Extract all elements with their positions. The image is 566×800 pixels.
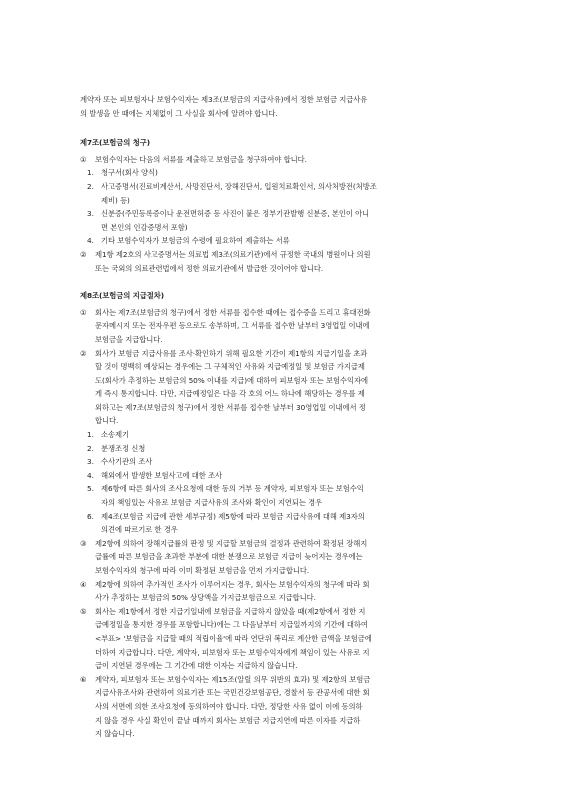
text-line: 제1항 제2호의 사고증명서는 의료법 제3조(의료기관)에서 규정한 국내의 병원이나 의원 — [95, 249, 371, 259]
text-line: 급이 지연된 경우에는 그 기간에 대한 이자는 지급하지 않습니다. — [95, 661, 298, 671]
item-number: 1. — [87, 430, 94, 440]
list-item — [80, 207, 494, 234]
text-line: 더하여 지급합니다. 다만, 계약자, 피보험자 또는 보험수익자에게 책임이 있는 사유로 지 — [95, 647, 370, 657]
item-number: 6. — [87, 511, 94, 521]
text-line: 의견에 따르기로 한 경우 — [101, 525, 178, 535]
text-line: 외하고는 제7조(보험금의 청구)에서 정한 서류를 접수한 날부터 30영업일 이내에서 정 — [95, 402, 366, 412]
item-number: 4. — [87, 236, 94, 246]
text-line: 또는 국외의 의료관련법에서 정한 의료기관에서 발급한 것이어야 합니다. — [95, 263, 324, 273]
list-item — [80, 482, 494, 509]
text-line: 신분증(주민등록증이나 운전면허증 등 사진이 붙은 정부기관발행 신분증, 본인이 아니 — [101, 209, 370, 219]
text-line: 회사가 보험금 지급사유를 조사·확인하기 위해 필요한 기간이 제1항의 지급기일을 초과 — [95, 348, 368, 358]
list-item — [80, 180, 494, 207]
item-number: 3. — [87, 457, 94, 467]
item-number: 5. — [87, 484, 94, 494]
text-line: 문자메시지 또는 전자우편 등으로도 송부하며, 그 서류를 접수한 날부터 3영업일 이내에 — [95, 321, 370, 331]
list-item — [80, 469, 494, 483]
text-line: 사의 서면에 의한 조사요청에 동의하여야 합니다. 다만, 정당한 사유 없이 이에 동의하 — [95, 701, 363, 711]
item-number: 4. — [87, 470, 94, 480]
text-line: 보험수익자의 청구에 따라 이미 확정된 보험금을 먼저 가지급합니다. — [95, 566, 310, 575]
text-line: 제비) 등) — [101, 195, 130, 205]
item-number: 3. — [87, 209, 94, 219]
paragraph-marker: ② — [80, 249, 87, 259]
paragraph-marker: ① — [80, 154, 87, 164]
text-line: 계약자 또는 피보험자나 보험수익자는 제3조(보험금의 지급사유)에서 정한 보험금 지급사유 — [80, 95, 368, 104]
text-line: 소송제기 — [101, 430, 129, 440]
text-line: 지 않을 경우 사실 확인이 끝날 때까지 회사는 보험금 지급지연에 따른 이자를 지급하 — [95, 715, 361, 725]
item-number: 2. — [87, 181, 94, 191]
paragraph-2 — [80, 347, 494, 429]
paragraph-5 — [80, 605, 494, 673]
article-8-title: 제8조(보험금의 지급절차) — [80, 291, 165, 301]
text-line: 보험수익자는 다음의 서류를 제출하고 보험금을 청구하여야 합니다. — [95, 154, 307, 164]
text-line: 분쟁조정 신청 — [101, 443, 146, 453]
text-line: 회사는 제7조(보험금의 청구)에서 정한 서류를 접수한 때에는 접수증을 드리고 휴대전화 — [95, 307, 371, 317]
paragraph-2 — [80, 248, 494, 275]
text-line: 급예정일을 통지한 경우를 포함합니다)에는 그 다음날부터 지급일까지의 기간에 대하여 — [95, 620, 368, 630]
text-line: 지 않습니다. — [95, 729, 135, 739]
text-line: 제2항에 의하여 장해지급률의 판정 및 지급할 보험금의 결정과 관련하여 확정된 장해지 — [95, 538, 368, 548]
list-item — [80, 428, 494, 442]
text-line: 면 본인의 인감증명서 포함) — [101, 222, 188, 232]
text-line: 급률에 따른 보험금을 초과한 부분에 대한 분쟁으로 보험금 지급이 늦어지는 경우에는 — [95, 552, 363, 562]
list-item — [80, 234, 494, 248]
text-line: 보험금을 지급합니다. — [95, 334, 163, 344]
list-item — [80, 442, 494, 456]
paragraph-marker: ⑤ — [80, 606, 87, 616]
paragraph-marker: ④ — [80, 579, 87, 589]
paragraph-marker: ① — [80, 307, 87, 317]
text-line: 회사는 제1항에서 정한 지급기일내에 보험금을 지급하지 않았을 때(제2항에서 정한 지 — [95, 606, 366, 616]
item-number: 1. — [87, 168, 94, 178]
text-line: 합니다. — [95, 416, 119, 426]
text-line: 게 즉시 통지합니다. 다만, 지급예정일은 다음 각 호의 어느 하나에 해당하는 경우를 제 — [95, 389, 365, 399]
paragraph-1 — [80, 306, 494, 347]
paragraph-3 — [80, 537, 494, 578]
text-line: 수사기관의 조사 — [101, 457, 153, 467]
paragraph-4 — [80, 578, 494, 605]
text-line: 기타 보험수익자가 보험금의 수령에 필요하여 제출하는 서류 — [101, 236, 290, 246]
paragraph-marker: ③ — [80, 538, 87, 548]
document-body — [80, 93, 494, 741]
text-line: 지급사유조사와 관련하여 의료기관 또는 국민건강보험공단, 경찰서 등 관공서에 대한 회 — [95, 688, 370, 698]
text-line: <부표> '보험금을 지급할 때의 적립이율'에 따라 연단위 복리로 계산한 금액을 보험금에 — [95, 633, 372, 643]
text-line: 할 것이 명백히 예상되는 경우에는 그 구체적인 사유와 지급예정일 및 보험금 가지급제 — [95, 362, 365, 372]
text-line: 제6항에 따른 회사의 조사요청에 대한 동의 거부 등 계약자, 피보험자 또는 보험수익 — [101, 484, 364, 494]
text-line: 사고증명서(진료비계산서, 사망진단서, 장해진단서, 입원치료확인서, 의사처방전(처방조 — [101, 181, 377, 191]
list-item — [80, 510, 494, 537]
paragraph-marker: ⑥ — [80, 674, 87, 684]
paragraph-6 — [80, 673, 494, 741]
text-line: 제4조(보험금 지급에 관한 세부규정) 제5항에 따라 보험금 지급사유에 대해 제3자의 — [101, 511, 365, 521]
text-line: 자의 책임있는 사유로 보험금 지급사유의 조사와 확인이 지연되는 경우 — [101, 498, 323, 508]
article-7 — [80, 136, 494, 275]
list-item — [80, 455, 494, 469]
paragraph-1 — [80, 153, 494, 167]
paragraph-marker: ② — [80, 348, 87, 358]
text-line: 계약자, 피보험자 또는 보험수익자는 제15조(알릴 의무 위반의 효과) 및 제2항의 보험금 — [95, 674, 371, 684]
text-line: 의 발생을 안 때에는 지체없이 그 사실을 회사에 알려야 합니다. — [80, 108, 278, 118]
text-line: 청구서(회사 양식) — [101, 168, 158, 178]
section-gap — [80, 275, 494, 289]
article-7-title: 제7조(보험금의 청구) — [80, 138, 151, 148]
intro-paragraph — [80, 93, 494, 120]
text-line: 해외에서 발생한 보험사고에 대한 조사 — [101, 470, 223, 480]
article-8 — [80, 289, 494, 741]
list-item — [80, 166, 494, 180]
text-line: 사가 추정하는 보험금의 50% 상당액을 가지급보험금으로 지급합니다. — [95, 593, 316, 603]
item-number: 2. — [87, 443, 94, 453]
text-line: 제2항에 의하여 추가적인 조사가 이루어지는 경우, 회사는 보험수익자의 청구에 따라 회 — [95, 579, 370, 589]
text-line: 도(회사가 추정하는 보험금의 50% 이내를 지급)에 대하여 피보험자 또는 보험수익자에 — [95, 375, 369, 385]
